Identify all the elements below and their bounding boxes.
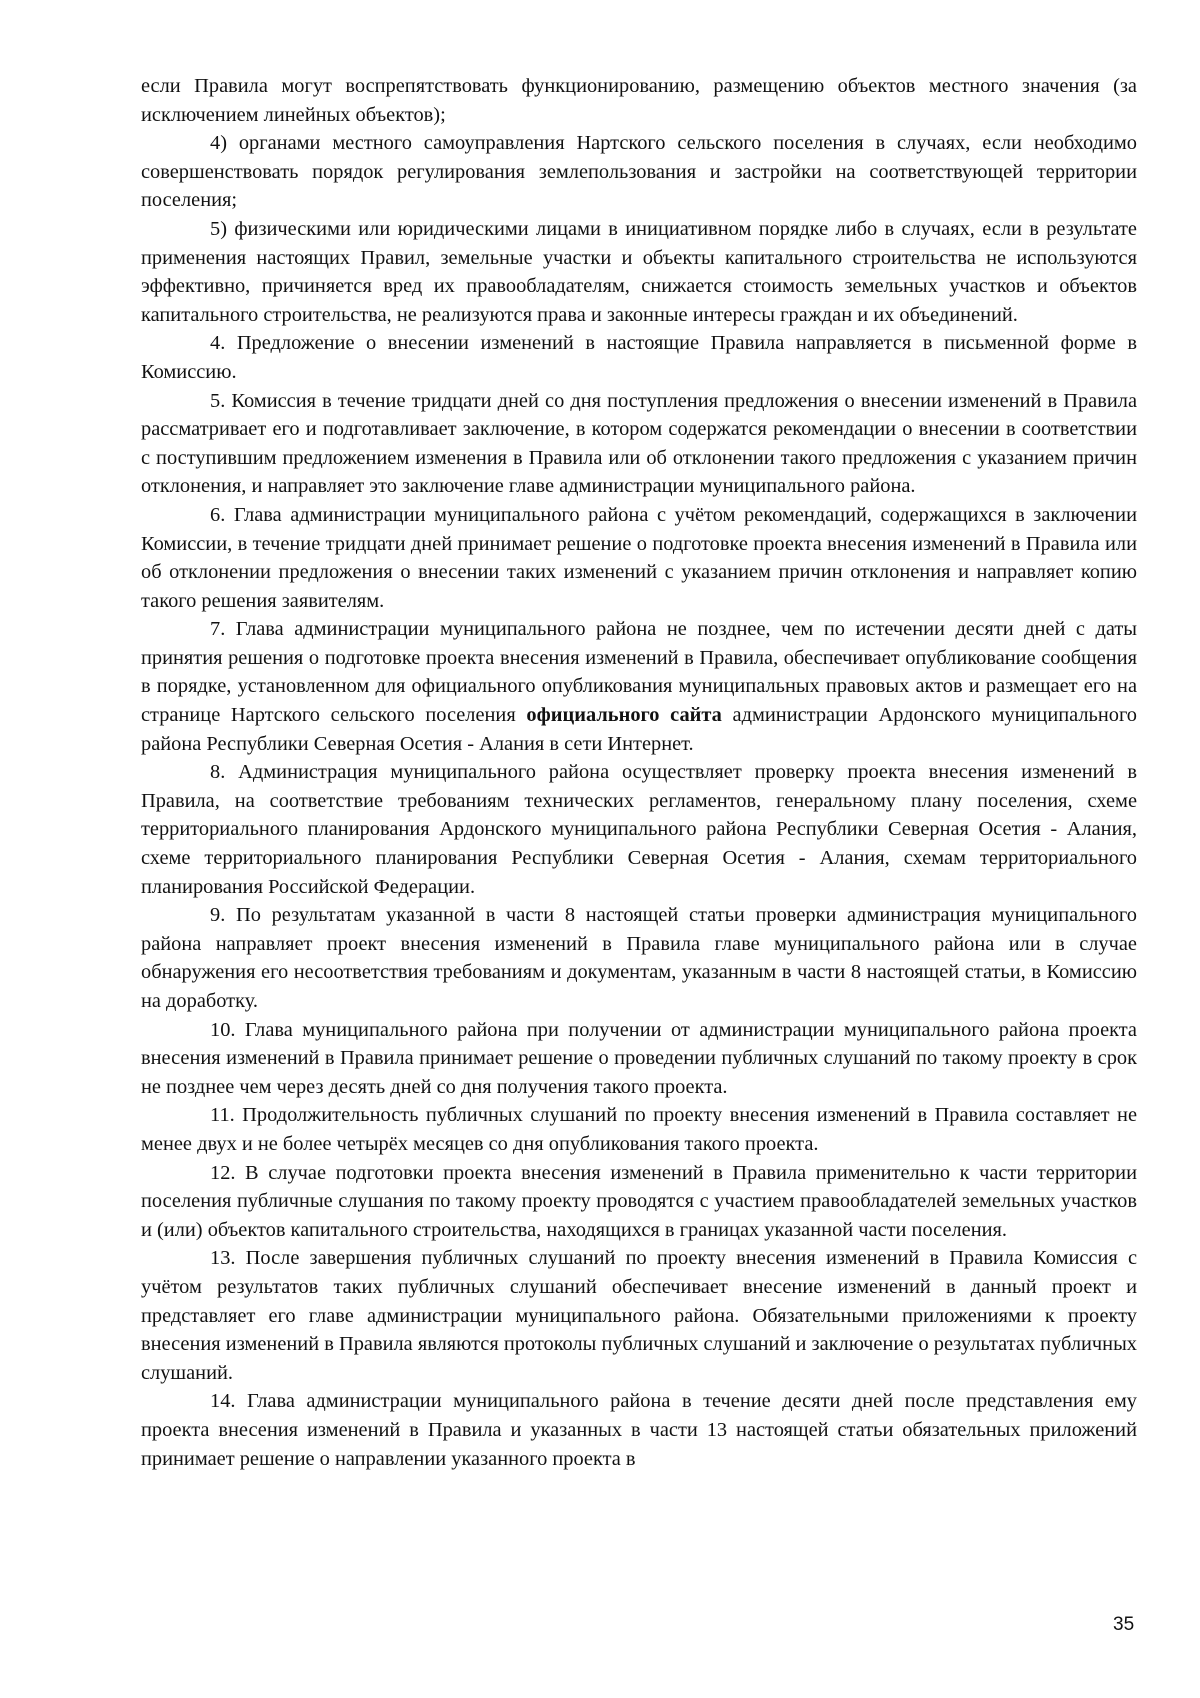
paragraph-part-4: 4. Предложение о внесении изменений в настоящие Правила направляется в письменной форме в Комиссию.: [141, 332, 1137, 383]
paragraph-part-5: 5. Комиссия в течение тридцати дней со дня поступления предложения о внесении изменений в Правила рассматривает его и подготавливает заключение, в котором содержатся рекомендации о внесении в соответствии с поступившим предложением изменения в Правила или об отклонении такого предложения с указанием причин отклонения, и направляет это заключение главе администрации муниципального района.: [141, 389, 1137, 498]
paragraph-continuation: если Правила могут воспрепятствовать функционированию, размещению объектов местного значения (за исключением линейных объектов);: [141, 75, 1137, 126]
paragraph-part-7: [141, 615, 1137, 758]
paragraph-part-7-bold-text: официального сайта: [526, 704, 722, 727]
paragraph-part-10: 10. Глава муниципального района при получении от администрации муниципального района проекта внесения изменений в Правила принимает решение о проведении публичных слушаний по такому проекту в срок не позднее чем через десять дней со дня получения такого проекта.: [141, 1018, 1137, 1098]
paragraph-part-7-text-after: администрации Ардонского муниципального района Республики Северная Осетия - Алания в сети Интернет.: [141, 704, 1138, 755]
paragraph-part-14: 14. Глава администрации муниципального района в течение десяти дней после представления ему проекта внесения изменений в Правила и указанных в части 13 настоящей статьи обязательных приложений принимает решение о направлении указанного проекта в: [141, 1390, 1137, 1470]
document-page: [141, 72, 1137, 1473]
paragraph-part-7-text-before: 7. Глава администрации муниципального района не позднее, чем по истечении десяти дней с даты принятия решения о подготовке проекта внесения изменений в Правила, обеспечивает опубликование сообщения в порядке, установленном для официального опубликования муниципальных правовых актов и размещает его на странице Нартского сельского поселения: [141, 618, 1137, 727]
paragraph-item-4-local-government: 4) органами местного самоуправления Нартского сельского поселения в случаях, если необходимо совершенствовать порядок регулирования землепользования и застройки на соответствующей территории поселения;: [141, 132, 1137, 212]
paragraph-part-9: 9. По результатам указанной в части 8 настоящей статьи проверки администрация муниципального района направляет проект внесения изменений в Правила главе муниципального района или в случае обнаружения его несоответствия требованиям и документам, указанным в части 8 настоящей статьи, в Комиссию на доработку.: [141, 904, 1137, 1012]
paragraph-part-6: 6. Глава администрации муниципального района с учётом рекомендаций, содержащихся в заключении Комиссии, в течение тридцати дней принимает решение о подготовке проекта внесения изменений в Правила или об отклонении предложения о внесении таких изменений с указанием причин отклонения и направляет копию такого решения заявителям.: [141, 503, 1137, 612]
page-number: 35: [1113, 1614, 1135, 1635]
paragraph-part-13: 13. После завершения публичных слушаний по проекту внесения изменений в Правила Комиссия с учётом результатов таких публичных слушаний обеспечивает внесение изменений в данный проект и представляет его главе администрации муниципального района. Обязательными приложениями к проекту внесения изменений в Правила являются протоколы публичных слушаний и заключение о результатах публичных слушаний.: [141, 1247, 1137, 1384]
paragraph-part-12: 12. В случае подготовки проекта внесения изменений в Правила применительно к части территории поселения публичные слушания по такому проекту проводятся с участием правообладателей земельных участков и (или) объектов капитального строительства, находящихся в границах указанной части поселения.: [141, 1161, 1137, 1241]
paragraph-item-5-individuals: 5) физическими или юридическими лицами в инициативном порядке либо в случаях, если в результате применения настоящих Правил, земельные участки и объекты капитального строительства не используются эффективно, причиняется вред их правообладателям, снижается стоимость земельных участков и объектов капитального строительства, не реализуются права и законные интересы граждан и их объединений.: [141, 217, 1137, 326]
paragraph-part-8: 8. Администрация муниципального района осуществляет проверку проекта внесения изменений в Правила, на соответствие требованиям технических регламентов, генеральному плану поселения, схеме территориального планирования Ардонского муниципального района Республики Северная Осетия - Алания, схеме территориального планирования Республики Северная Осетия - Алания, схемам территориального планирования Российской Федерации.: [141, 761, 1137, 898]
paragraph-part-11: 11. Продолжительность публичных слушаний по проекту внесения изменений в Правила составляет не менее двух и не более четырёх месяцев со дня опубликования такого проекта.: [141, 1104, 1137, 1155]
